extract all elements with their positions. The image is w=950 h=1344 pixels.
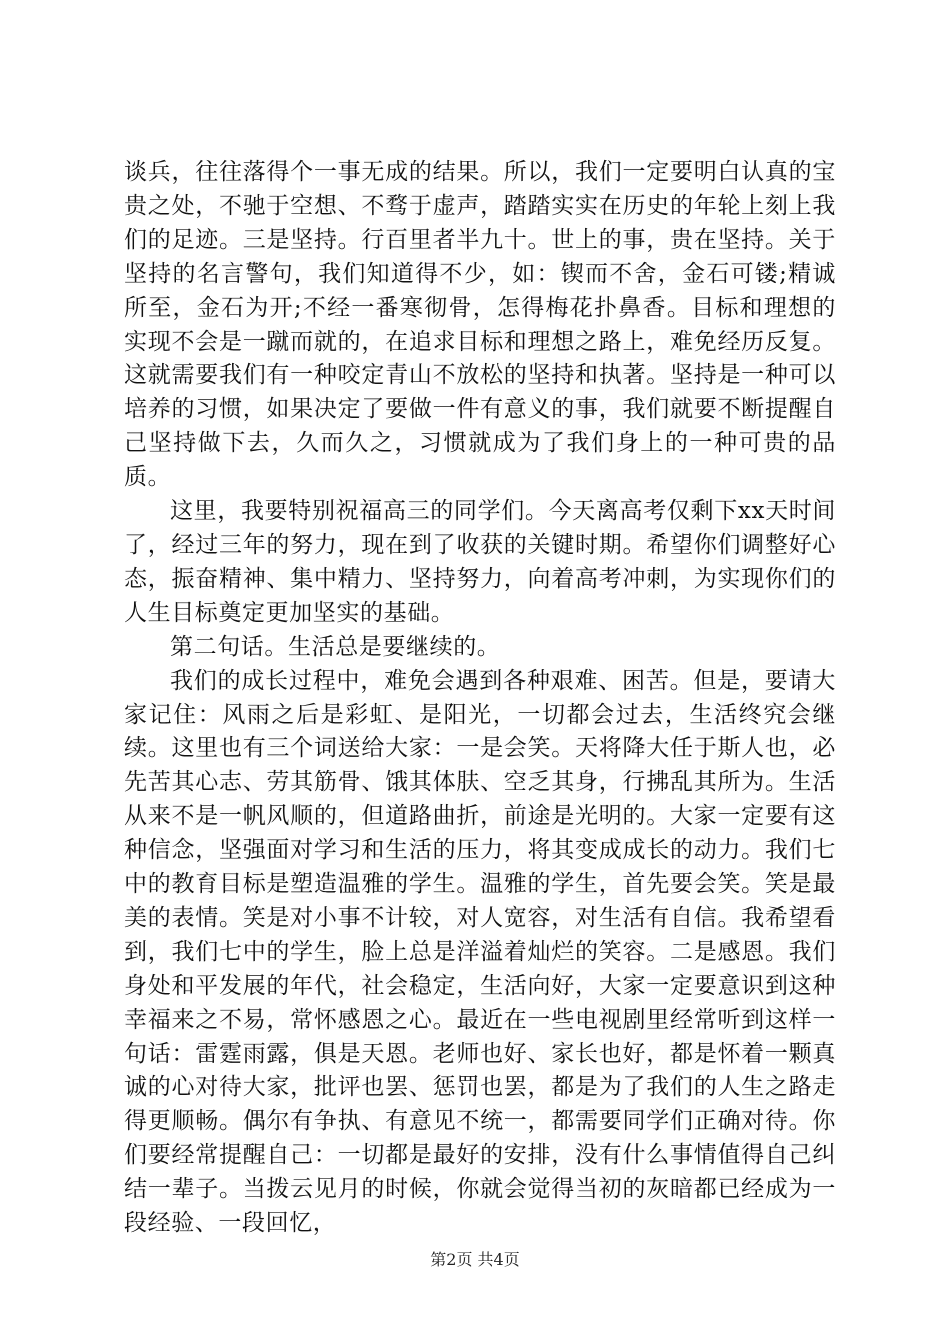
document-body xyxy=(124,156,836,1241)
paragraph-second-point-body: 我们的成长过程中，难免会遇到各种艰难、困苦。但是，要请大家记住：风雨之后是彩虹、是阳光，一切都会过去，生活终究会继续。这里也有三个词送给大家：一是会笑。天将降大任于斯人也，必先苦其心志、劳其筋骨、饿其体肤、空乏其身，行拂乱其所为。生活从来不是一帆风顺的，但道路曲折，前途是光明的。大家一定要有这种信念，坚强面对学习和生活的压力，将其变成成长的动力。我们七中的教育目标是塑造温雅的学生。温雅的学生，首先要会笑。笑是最美的表情。笑是对小事不计较，对人宽容，对生活有自信。我希望看到，我们七中的学生，脸上总是洋溢着灿烂的笑容。二是感恩。我们身处和平发展的年代，社会稳定，生活向好，大家一定要意识到这种幸福来之不易，常怀感恩之心。最近在一些电视剧里经常听到这样一句话：雷霆雨露，俱是天恩。老师也好、家长也好，都是怀着一颗真诚的心对待大家，批评也罢、惩罚也罢，都是为了我们的人生之路走得更顺畅。偶尔有争执、有意见不统一，都需要同学们正确对待。你们要经常提醒自己：一切都是最好的安排，没有什么事情值得自己纠结一辈子。当拨云见月的时候，你就会觉得当初的灰暗都已经成为一段经验、一段回忆， xyxy=(124,667,836,1237)
page-indicator: 第2页 共4页 xyxy=(430,1250,520,1269)
paragraph-continuation: 谈兵，往往落得个一事无成的结果。所以，我们一定要明白认真的宝贵之处，不驰于空想、不骛于虚声，踏踏实实在历史的年轮上刻上我们的足迹。三是坚持。行百里者半九十。世上的事，贵在坚持。关于坚持的名言警句，我们知道得不少，如：锲而不舍，金石可镂;精诚所至，金石为开;不经一番寒彻骨，怎得梅花扑鼻香。目标和理想的实现不会是一蹴而就的，在追求目标和理想之路上，难免经历反复。这就需要我们有一种咬定青山不放松的坚持和执著。坚持是一种可以培养的习惯，如果决定了要做一件有意义的事，我们就要不断提醒自己坚持做下去，久而久之，习惯就成为了我们身上的一种可贵的品质。 xyxy=(124,159,836,491)
paragraph-blessing-seniors: 这里，我要特别祝福高三的同学们。今天离高考仅剩下xx天时间了，经过三年的努力，现在到了收获的关键时期。希望你们调整好心态，振奋精神、集中精力、坚持努力，向着高考冲刺，为实现你们的人生目标奠定更加坚实的基础。 xyxy=(124,498,836,626)
paragraph-second-point-heading: 第二句话。生活总是要继续的。 xyxy=(170,633,501,660)
page-footer xyxy=(0,1247,950,1270)
